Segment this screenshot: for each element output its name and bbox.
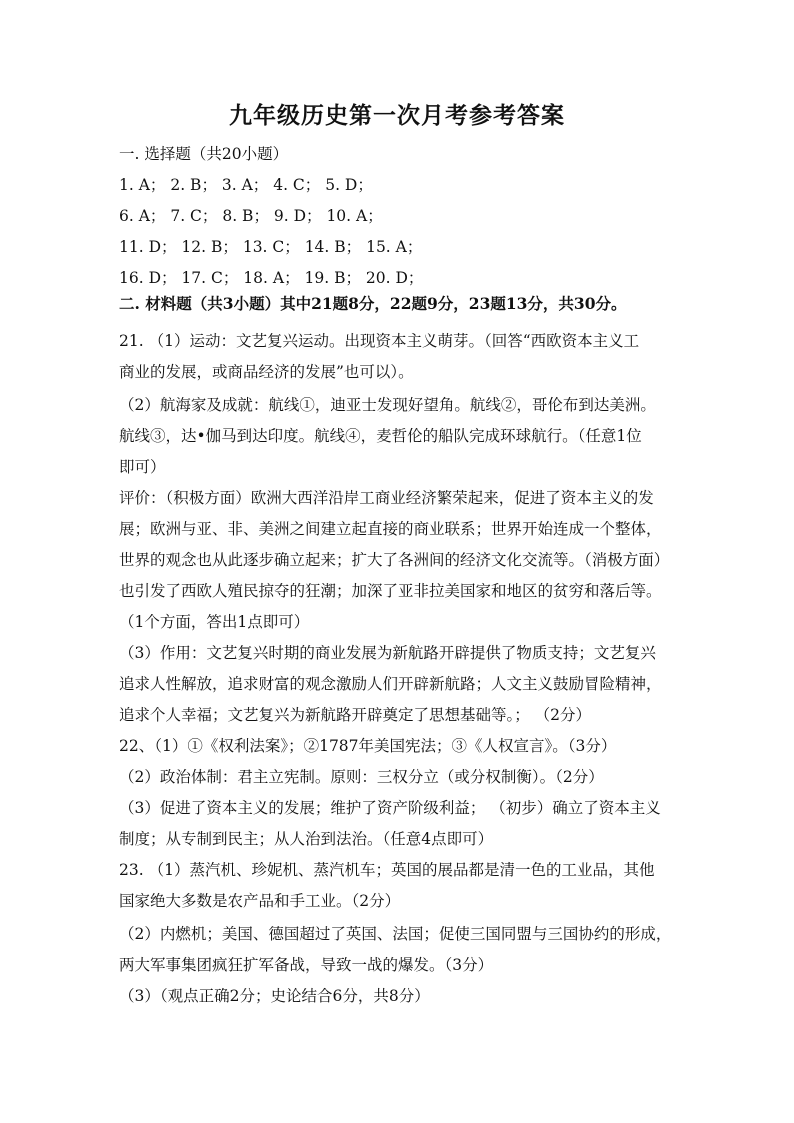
answer-row: 1. A； 2. B； 3. A； 4. C； 5. D； xyxy=(119,176,373,194)
q22-line: （2）政治体制：君主立宪制。原则：三权分立（或分权制衡）。（2分） xyxy=(119,768,604,786)
section1-heading: 一. 选择题（共20小题） xyxy=(119,145,289,163)
q21-line: 追求人性解放，追求财富的观念激励人们开辟新航路；人文主义鼓励冒险精神， xyxy=(119,675,662,693)
q21-line: 追求个人幸福；文艺复兴为新航路开辟奠定了思想基础等。； （2分） xyxy=(119,706,592,724)
answer-row: 16. D； 17. C； 18. A； 19. B； 20. D； xyxy=(119,269,424,287)
q22-line: 22、（1）①《权利法案》；②1787年美国宪法；③《人权宣言》。（3分） xyxy=(119,737,617,755)
q21-line: （2）航海家及成就：航线①，迪亚士发现好望角。航线②，哥伦布到达美洲。 xyxy=(119,396,656,414)
q23-line: 国家绝大多数是农产品和手工业。（2分） xyxy=(119,892,401,910)
page-title: 九年级历史第一次月考参考答案 xyxy=(229,102,565,129)
answer-row: 6. A； 7. C； 8. B； 9. D； 10. A； xyxy=(119,207,383,225)
q22-line: （3）促进了资本主义的发展；维护了资产阶级利益； （初步）确立了资本主义 xyxy=(119,799,661,817)
q23-line: （3）（观点正确2分；史论结合6分，共8分） xyxy=(119,987,430,1005)
q21-line: （3）作用：文艺复兴时期的商业发展为新航路开辟提供了物质支持；文艺复兴 xyxy=(119,644,656,662)
section2-heading: 二. 材料题（共3小题）其中21题8分，22题9分，23题13分，共30分。 xyxy=(119,294,627,313)
q23-line: （2）内燃机；美国、德国超过了英国、法国；促使三国同盟与三国协约的形成， xyxy=(119,925,672,943)
q21-line: 世界的观念也从此逐步确立起来；扩大了各洲间的经济文化交流等。（消极方面） xyxy=(119,551,670,569)
q21-line: 也引发了西欧人殖民掠夺的狂潮；加深了亚非拉美国家和地区的贫穷和落后等。 xyxy=(119,582,662,600)
q21-line: 评价：（积极方面）欧洲大西洋沿岸工商业经济繁荣起来，促进了资本主义的发 xyxy=(119,489,654,507)
q21-line: 21. （1）运动：文艺复兴运动。出现资本主义萌芽。（回答“西欧资本主义工 xyxy=(119,332,640,350)
q23-line: 23. （1）蒸汽机、珍妮机、蒸汽机车；英国的展品都是清一色的工业品，其他 xyxy=(119,861,655,879)
q21-line: 即可） xyxy=(119,458,166,476)
q23-line: 两大军事集团疯狂扩军备战，导致一战的爆发。（3分） xyxy=(119,956,494,974)
q21-line: 商业的发展，或商品经济的发展”也可以）。 xyxy=(119,363,414,381)
q22-line: 制度；从专制到民主；从人治到法治。（任意4点即可） xyxy=(119,830,494,848)
q21-line: 展；欧洲与亚、非、美洲之间建立起直接的商业联系；世界开始连成一个整体， xyxy=(119,520,662,538)
q21-line: 航线③，达•伽马到达印度。航线④，麦哲伦的船队完成环球航行。（任意1位 xyxy=(119,427,642,445)
answer-row: 11. D； 12. B； 13. C； 14. B； 15. A； xyxy=(119,238,423,256)
q21-line: （1个方面，答出1点即可） xyxy=(119,613,310,631)
